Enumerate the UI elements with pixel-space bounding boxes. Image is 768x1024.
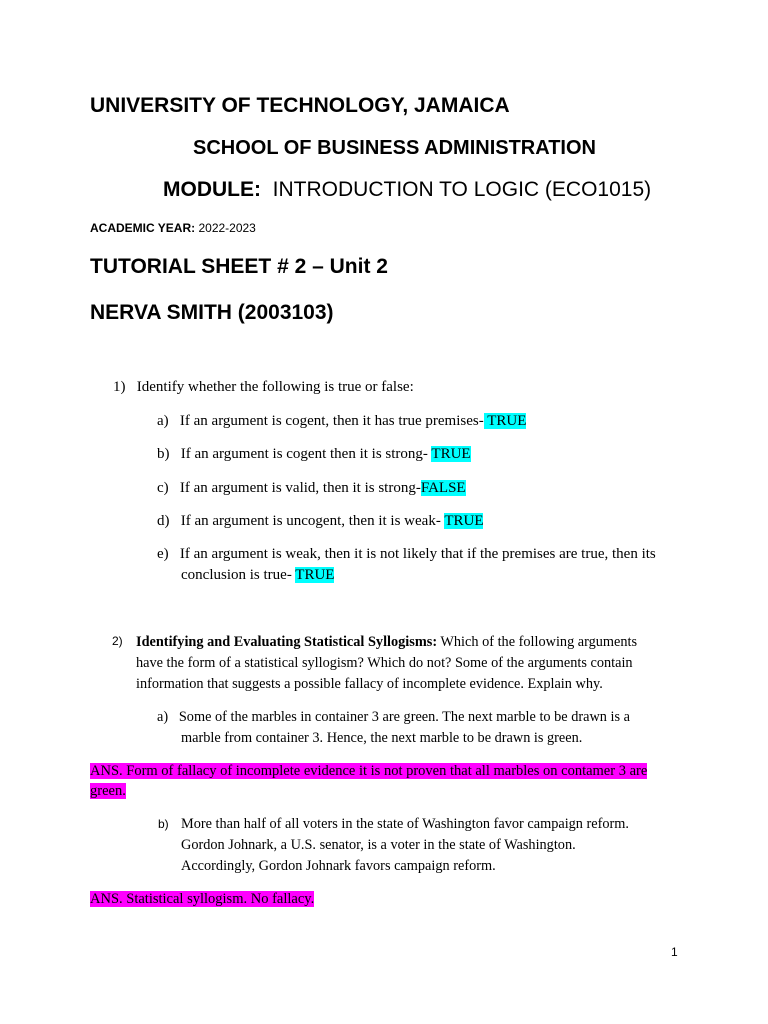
q1-item-b-answer: TRUE [431,446,471,462]
q1-item-c-text: If an argument is valid, then it is strong- [179,480,421,496]
q1-prompt-text: Identify whether the following is true or false: [136,379,414,395]
q1-item-b-text: If an argument is cogent then it is strong- [180,446,432,462]
q1-item-a [157,411,526,432]
q2-line3: information that suggests a possible fallacy of incomplete evidence. Explain why. [136,676,603,692]
q1-item-d-text: If an argument is uncogent, then it is weak- [180,513,445,529]
module-label: MODULE: [163,178,261,201]
q2-line1 [136,632,637,653]
q2-item-b-line1: More than half of all voters in the state of Washington favor campaign reform. [181,816,630,832]
q1-item-e-answer: TRUE [295,567,335,583]
student-name: NERVA SMITH (2003103) [90,301,334,324]
academic-year-value: 2022-2023 [198,221,256,235]
q1-prompt [113,377,414,398]
q1-item-b [157,444,471,465]
q2-item-a-line1: Some of the marbles in container 3 are green. The next marble to be drawn is a [178,709,630,725]
q2-item-a-line2: marble from container 3. Hence, the next marble to be drawn is green. [181,730,583,746]
q1-item-a-letter: a) [157,413,169,429]
module-line [163,178,651,202]
q2-item-b-line3: Accordingly, Gordon Johnark favors campaign reform. [181,858,496,874]
page-number: 1 [671,945,678,959]
university-title: UNIVERSITY OF TECHNOLOGY, JAMAICA [90,94,510,117]
q2-a-answer-text1: ANS. Form of fallacy of incomplete evidence it is not proven that all marbles on contamer 3 are [90,763,648,779]
q2-line1-rest: Which of the following arguments [437,634,638,650]
q1-item-d-answer: TRUE [444,513,484,529]
q1-item-b-letter: b) [157,446,170,462]
q2-title: Identifying and Evaluating Statistical Syllogisms: [136,634,438,650]
q1-item-c-letter: c) [157,480,169,496]
q1-item-e-text-line2: conclusion is true- [181,567,296,583]
q1-item-e-text-line1: If an argument is weak, then it is not likely that if the premises are true, then its [179,546,656,562]
school-title: SCHOOL OF BUSINESS ADMINISTRATION [193,137,596,159]
q1-item-c [157,478,466,499]
module-value: INTRODUCTION TO LOGIC (ECO1015) [272,178,652,201]
q2-b-answer [90,889,314,909]
q2-number: 2) [112,634,123,648]
q2-item-b-letter: b) [158,817,169,831]
q1-item-c-answer: FALSE [420,480,466,496]
q2-line2: have the form of a statistical syllogism? Which do not? Some of the arguments contain [136,655,633,671]
q1-item-e [157,544,656,565]
q1-item-a-text: If an argument is cogent, then it has true premises- [179,413,484,429]
q2-a-answer-line1 [90,761,647,781]
q1-item-d [157,511,483,532]
q2-item-a [157,707,630,728]
q2-item-b-line2: Gordon Johnark, a U.S. senator, is a voter in the state of Washington. [181,837,576,853]
q2-a-answer-line2 [90,781,126,801]
tutorial-title: TUTORIAL SHEET # 2 – Unit 2 [90,255,388,278]
q1-item-a-answer: TRUE [483,413,527,429]
q2-b-answer-text: ANS. Statistical syllogism. No fallacy. [90,891,315,907]
academic-year-label: ACADEMIC YEAR: [90,221,196,235]
q1-item-e-letter: e) [157,546,169,562]
q1-number: 1) [113,379,126,395]
q1-item-e-line2 [181,565,334,586]
q1-item-d-letter: d) [157,513,170,529]
q2-a-answer-text2: green. [90,783,126,799]
q2-item-a-letter: a) [157,709,169,725]
academic-year-line [90,221,256,235]
